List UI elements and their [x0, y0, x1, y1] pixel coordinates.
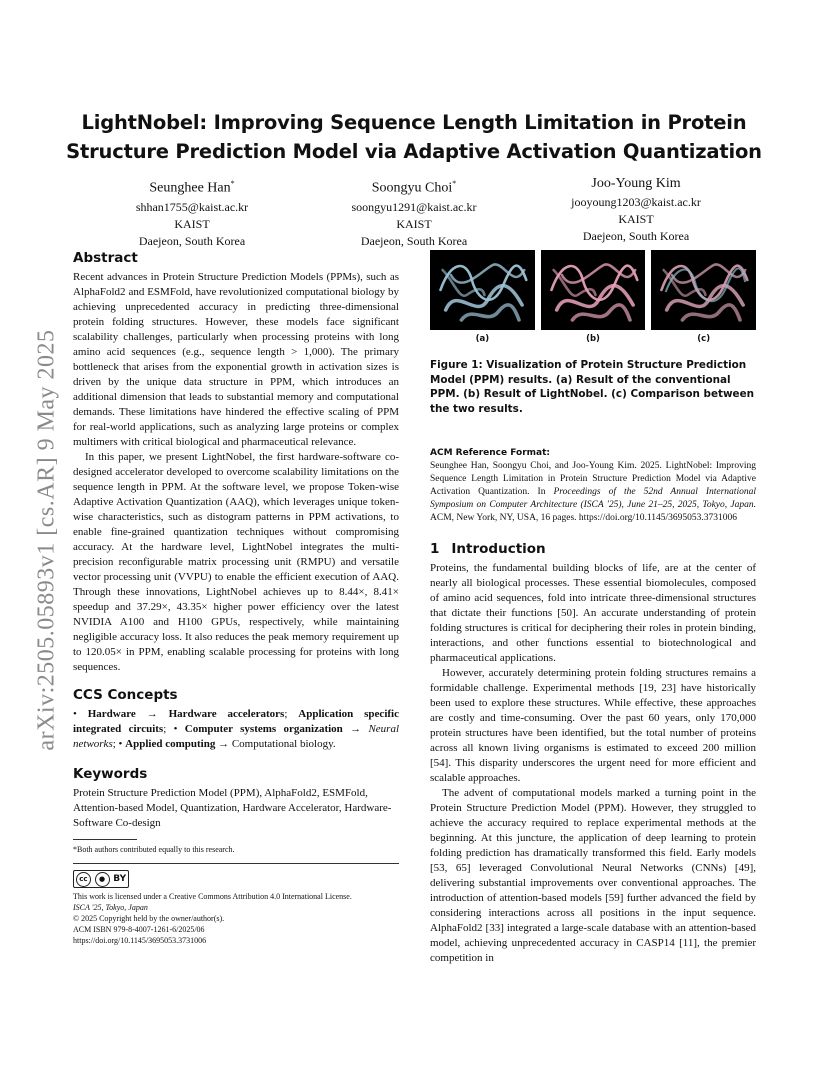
figure-1-images: [430, 250, 756, 330]
author-name: Seunghee Han: [149, 180, 231, 196]
acm-ref-part: ACM, New York, NY, USA, 16 pages. https://doi.org/10.1145/3695053.3731006: [430, 513, 738, 523]
author-name: Soongyu Choi: [371, 180, 453, 196]
author-affiliation: KAIST: [174, 216, 210, 231]
author-3: [525, 174, 747, 250]
author-email: shhan1755@kaist.ac.kr: [135, 199, 249, 214]
badge-text: BY: [113, 874, 127, 884]
section-number: 1: [430, 541, 440, 557]
figure-caption: Figure 1: Visualization of Protein Structure Prediction Model (PPM) results. (a) Result of the conventional PPM. (b) Result of LightNobel. (c) Comparison between the two results.: [430, 359, 755, 415]
author-name: Joo-Young Kim: [591, 176, 681, 191]
copyright-line: © 2025 Copyright held by the owner/author(s).: [73, 914, 225, 923]
protein-image: [651, 250, 756, 330]
paper-title: LightNobel: Improving Sequence Length Limitation in Protein Structure Prediction Model via Adaptive Activation Quantization: [66, 111, 762, 163]
conference-line: ISCA '25, Tokyo, Japan: [73, 903, 148, 912]
acm-ref-part: Seunghee Han, Soongyu Choi, and Joo-Young Kim. 2025. LightNobel: Improving Sequence Length Limitation in Protein Structure Prediction Model via Adaptive Activation Quantization. In: [430, 461, 756, 497]
protein-image: [541, 250, 646, 330]
protein-ribbon: [461, 305, 519, 320]
intro-paragraph-3: The advent of computational models marked a turning point in the Protein Structure Prediction Model (PPM). However, they struggled to achieve the accuracy required to replace experimental methods at the beginning. At this juncture, the application of deep learning to protein folding prediction has dramatically transformed this field. Early models [53, 65] leveraged Convolutional Neural Networks (CNNs) [49], delivering substantial improvements over conventional approaches. The introduction of attention-based models [59] further advanced the field by considering interactions across all positions in the input sequence. AlphaFold2 [33] integrated a large-scale database with an attention-based model, achieving unprecedented accuracy in CASP14 [11], the premier competition in: [430, 787, 756, 964]
acm-reference-text: [430, 460, 756, 525]
ccs-term: Applied computing: [125, 738, 216, 750]
sublabel: (a): [475, 334, 490, 344]
author-location: Daejeon, South Korea: [582, 229, 690, 243]
author-2: [303, 174, 525, 250]
author-block: [0, 174, 828, 250]
keywords-text: Protein Structure Prediction Model (PPM), AlphaFold2, ESMFold, Attention-based Model, Quantization, Hardware Accelerator, Hardware-Software Co-design: [73, 787, 392, 829]
author-email: soongyu1291@kaist.ac.kr: [351, 199, 477, 214]
doi-line: https://doi.org/10.1145/3695053.3731006: [73, 936, 207, 945]
acm-reference: [430, 448, 756, 525]
author-location: Daejeon, South Korea: [360, 233, 468, 248]
ccs-heading: CCS Concepts: [73, 687, 178, 703]
abstract-paragraph-2: In this paper, we present LightNobel, the first hardware-software co-designed accelerator developed to overcome scalability limitations on the sequence length in PPM. At the software level, we propose Token-wise Adaptive Activation Quantization (AAQ), which leverages unique token-wise characteristics, such as distogram patterns in PPM activations, to enable fine-grained quantization techniques without compromising accuracy. At the hardware level, LightNobel integrates the multi-precision reconfigurable matrix processing unit (RMPU) and versatile vector processing unit (VVPU) to enable the efficient execution of AAQ. Through these innovations, LightNobel achieves up to 8.44×, 8.41× speedup and 37.29×, 43.35× higher power efficiency over the latest NVIDIA A100 and H100 GPUs, respectively, while maintaining negligible accuracy loss. It also reduces the peak memory requirement up to 120.05× in PPM, enabling scalable processing for proteins with long sequences.: [73, 451, 399, 673]
author-affiliation: KAIST: [618, 212, 654, 226]
ccs-term: Hardware: [87, 708, 136, 720]
abstract-heading: Abstract: [73, 250, 138, 266]
protein-ribbon: [572, 305, 630, 320]
right-column: [430, 250, 756, 966]
footnote: *Both authors contributed equally to this research.: [73, 845, 235, 854]
ccs-term: Application specific integrated circuits: [73, 708, 399, 735]
intro-paragraph-2: However, accurately determining protein folding structures remains a formidable challenge. Experimental methods [19, 23] have historically been used to explore these structures. While effective, these approaches are costly and time-consuming. Over the past 60 years, only 170,000 protein structures have been identified, but the total number of proteins across all known living organisms is estimated to exceed 200 million [54]. This disparity underscores the urgent need for more efficient and scalable approaches.: [430, 667, 756, 784]
keywords-heading: Keywords: [73, 766, 148, 782]
author-location: Daejeon, South Korea: [138, 233, 246, 248]
intro-heading: [430, 541, 756, 557]
ccs-term: Computer systems organization: [184, 723, 343, 735]
ccs-term: Hardware accelerators: [168, 708, 285, 720]
acm-reference-heading: ACM Reference Format:: [430, 448, 550, 458]
author-affiliation: KAIST: [396, 216, 432, 231]
left-column: [73, 250, 399, 946]
person-icon: ●: [95, 872, 110, 887]
sublabel: (c): [697, 334, 711, 344]
arxiv-stamp-text: arXiv:2505.05893v1 [cs.AR] 9 May 2025: [33, 329, 60, 751]
figure-sublabels: [430, 334, 756, 344]
equal-contribution-mark: *: [452, 179, 457, 188]
arxiv-stamp: [30, 300, 64, 780]
license-block: [73, 863, 399, 946]
isbn-line: ACM ISBN 979-8-4007-1261-6/2025/06: [73, 925, 205, 934]
author-1: [81, 174, 303, 250]
license-text: This work is licensed under a Creative Commons Attribution 4.0 International License.: [73, 892, 352, 901]
ccs-term: Neural networks: [73, 723, 400, 750]
cc-by-badge: [73, 870, 129, 888]
footnote-rule: [73, 839, 137, 840]
cc-icon: cc: [76, 872, 91, 887]
protein-image: [430, 250, 535, 330]
acm-ref-venue: Proceedings of the 52nd Annual International Symposium on Computer Architecture (ISCA '25), June 21–25, 2025, Tokyo, Japan.: [430, 487, 756, 510]
intro-paragraph-1: Proteins, the fundamental building blocks of life, are at the center of nearly all biological processes. These essential biomolecules, composed of amino acid sequences, fold into intricate three-dimensional structures that dictate their functions [50]. An accurate understanding of protein folding structures is critical for deciphering their roles in protein binding, interactions, and other functions essential to biotechnological and pharmaceutical applications.: [430, 562, 756, 664]
abstract-paragraph-1: Recent advances in Protein Structure Prediction Models (PPMs), such as AlphaFold2 and ESMFold, have revolutionized computational biology by achieving unprecedented accuracy in predicting three-dimensional protein folding structures. However, these models face significant scalability challenges, particularly when processing proteins with long amino acid sequences (e.g., sequence length > 1,000). The primary bottleneck that arises from the exponential growth in activation sizes is driven by the unique data structure in PPM, which introduces an additional dimension that leads to substantial memory and computational demands. These limitations have hindered the effective scaling of PPM for real-world applications, such as analyzing large proteins or complex multimers with critical biological and pharmaceutical relevance.: [73, 271, 399, 448]
author-email: jooyoung1203@kaist.ac.kr: [571, 195, 701, 209]
ccs-concepts: • Hardware → Hardware accelerators; Application specific integrated circuits; • Computer systems organization → Neural networks; • Applied computing → Computational biology.: [73, 708, 400, 750]
ccs-term: Computational biology.: [231, 738, 336, 750]
protein-ribbon: [683, 305, 741, 320]
section-title: Introduction: [451, 541, 546, 557]
sublabel: (b): [586, 334, 600, 344]
equal-contribution-mark: *: [230, 179, 235, 188]
protein-ribbon-overlay: [666, 268, 746, 301]
